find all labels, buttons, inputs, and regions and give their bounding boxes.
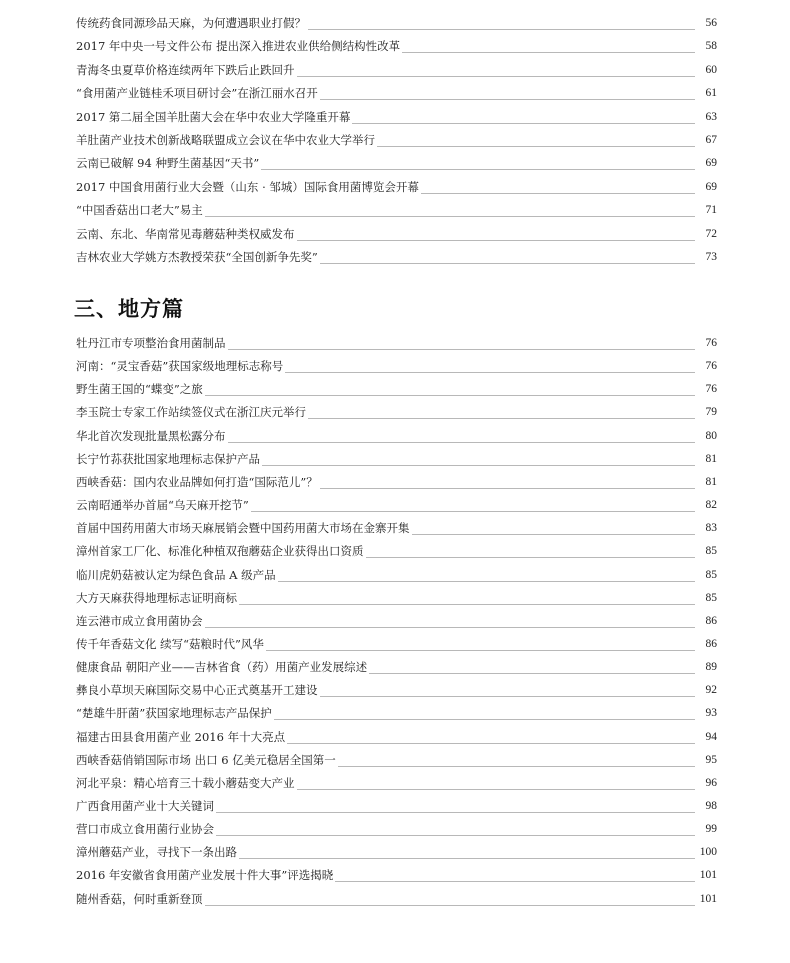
toc-entry-page-number: 72 [705,227,717,240]
toc-entry-page-number: 83 [705,522,717,535]
toc-entry [76,560,717,582]
toc-entry-title: 吉林农业大学姚方杰教授荣获“全国创新争先奖” [76,250,318,264]
dot-leader [205,905,696,906]
toc-entry [76,513,717,535]
toc-entry [76,814,717,836]
toc-entry-title: 漳州蘑菇产业，寻找下一条出路 [76,845,237,860]
toc-entry-title: 羊肚菌产业技术创新战略联盟成立会议在华中农业大学举行 [76,133,375,147]
toc-entry-title: 大方天麻获得地理标志证明商标 [76,590,237,605]
toc-entry-title: 连云港市成立食用菌协会 [76,613,203,628]
toc-entry-page-number: 69 [705,180,717,193]
dot-leader [320,99,695,100]
toc-entry [76,722,717,744]
toc-entry-page-number: 94 [705,730,717,743]
toc-entry [76,242,717,264]
toc-entry [76,837,717,859]
dot-leader [205,395,695,396]
dot-leader [216,812,695,813]
toc-entry-title: “中国香菇出口老大”易主 [76,203,203,218]
toc-entry-page-number: 60 [705,63,717,76]
toc-entry-title: 首届中国药用菌大市场天麻展销会暨中国药用菌大市场在金寨开集 [76,521,410,536]
toc-entry [76,125,717,147]
toc-entry-page-number: 58 [705,40,717,53]
toc-entry-page-number: 76 [705,383,717,396]
dot-leader [320,263,695,264]
toc-entry-page-number: 61 [705,87,717,100]
toc-entry-page-number: 81 [705,452,717,465]
dot-leader [239,604,695,605]
toc-entry [76,102,717,124]
toc-entry [76,374,717,396]
toc-entry-title: 2017 年中央一号文件公布 提出深入推进农业供给侧结构性改革 [76,39,401,54]
section-heading: 三、地方篇 [74,297,184,321]
toc-entry-page-number: 86 [705,614,717,627]
toc-entry-page-number: 93 [705,707,717,720]
toc-entry-page-number: 56 [705,17,717,29]
dot-leader [308,418,695,419]
dot-leader [421,193,695,194]
toc-entry-title: 福建古田县食用菌产业 2016 年十大亮点 [76,729,286,744]
toc-entry-page-number: 80 [705,429,717,442]
dot-leader [261,169,695,170]
dot-leader [320,696,696,697]
toc-entry-page-number: 76 [705,337,717,349]
toc-entry [76,791,717,813]
toc-entry-title: 彝良小草坝天麻国际交易中心正式奠基开工建设 [76,683,318,698]
toc-entry [76,768,717,790]
toc-entry-title: 漳州首家工厂化、标准化种植双孢蘑菇企业获得出口资质 [76,544,364,559]
toc-entry-page-number: 81 [705,475,717,488]
dot-leader [205,627,696,628]
toc-entry-page-number: 85 [705,591,717,604]
toc-entry [76,606,717,628]
toc-entry [76,148,717,170]
dot-leader [402,52,695,53]
toc-entry-page-number: 85 [705,545,717,558]
toc-entry-title: 牡丹江市专项整治食用菌制品 [76,336,226,350]
dot-leader [278,581,695,582]
toc-entry-page-number: 71 [705,204,717,217]
toc-entry-title: 传统药食同源珍品天麻，为何遭遇职业打假？ [76,16,306,30]
toc-entry-page-number: 92 [705,684,717,697]
dot-leader [297,240,696,241]
toc-entry-page-number: 95 [705,753,717,766]
toc-entry-page-number: 82 [705,499,717,512]
dot-leader [239,858,695,859]
toc-entry [76,195,717,217]
toc-entry [76,421,717,443]
dot-leader [297,76,696,77]
toc-entry-title: 西峡香菇：国内农业品牌如何打造“国际范儿”？ [76,474,318,489]
toc-entry [76,860,717,882]
toc-entry-title: 传千年香菇文化 续写“菇粮时代”风华 [76,636,264,651]
dot-leader [377,146,695,147]
dot-leader [216,835,695,836]
toc-entry-title: 华北首次发现批量黑松露分布 [76,428,226,443]
toc-entry-page-number: 76 [705,360,717,373]
toc-entry-page-number: 73 [705,251,717,263]
toc-entry [76,219,717,241]
toc-entry-page-number: 79 [705,406,717,419]
toc-entry [76,698,717,720]
toc-entry-title: 河北平泉：精心培育三十载小蘑菇变大产业 [76,775,295,790]
toc-entry [76,583,717,605]
toc-entry [76,172,717,194]
dot-leader [352,123,695,124]
toc-entry-title: 2016 年安徽省食用菌产业发展十件大事”评选揭晓 [76,868,334,883]
toc-entry-page-number: 100 [699,846,717,859]
dot-leader [251,511,695,512]
dot-leader [297,789,696,790]
toc-entry-title: 健康食品 朝阳产业——吉林省食（药）用菌产业发展综述 [76,660,368,675]
dot-leader [335,881,695,882]
toc-entry-title: 长宁竹荪获批国家地理标志保护产品 [76,451,260,466]
toc-entry [76,467,717,489]
toc-entry-page-number: 85 [705,568,717,581]
dot-leader [412,534,696,535]
toc-entry [76,8,717,30]
toc-entry-page-number: 63 [705,110,717,123]
toc-entry-title: 云南昭通举办首届“乌天麻开挖节” [76,498,249,513]
toc-entry-title: 河南：“灵宝香菇”获国家级地理标志称号 [76,359,284,374]
dot-leader [205,216,695,217]
toc-entry [76,31,717,53]
toc-entry [76,78,717,100]
toc-entry [76,55,717,77]
toc-entry [76,397,717,419]
dot-leader [366,557,696,558]
dot-leader [262,465,695,466]
dot-leader [228,349,696,350]
toc-entry-title: 广西食用菌产业十大关键词 [76,799,214,813]
toc-entry-title: 云南、东北、华南常见毒蘑菇种类权威发布 [76,226,295,241]
dot-leader [308,29,695,30]
toc-entry-title: 云南已破解 94 种野生菌基因“天书” [76,156,260,171]
toc-entry-page-number: 67 [705,134,717,146]
toc-entry [76,444,717,466]
toc-entry-title: 随州香菇，何时重新登顶 [76,891,203,906]
toc-entry [76,351,717,373]
toc-entry [76,629,717,651]
toc-entry-title: 野生菌王国的“蝶变”之旅 [76,382,203,397]
toc-entry [76,536,717,558]
toc-entry-page-number: 101 [699,892,717,905]
toc-entry-page-number: 89 [705,661,717,674]
toc-entry [76,490,717,512]
dot-leader [266,650,695,651]
toc-entry-title: 青海冬虫夏草价格连续两年下跌后止跌回升 [76,62,295,77]
toc-entry-page-number: 101 [699,869,717,882]
dot-leader [320,488,695,489]
toc-entry [76,884,717,906]
toc-entry-page-number: 98 [705,800,717,812]
toc-entry-title: 营口市成立食用菌行业协会 [76,822,214,837]
toc-entry-title: 西峡香菇俏销国际市场 出口 6 亿美元稳居全国第一 [76,752,336,767]
toc-entry-page-number: 99 [705,823,717,836]
toc-entry [76,328,717,350]
toc-entry-page-number: 86 [705,637,717,650]
dot-leader [369,673,695,674]
toc-entry-title: 2017 中国食用菌行业大会暨（山东 · 邹城）国际食用菌博览会开幕 [76,179,419,194]
toc-entry-title: 2017 第二届全国羊肚菌大会在华中农业大学隆重开幕 [76,109,351,124]
dot-leader [285,372,695,373]
dot-leader [274,719,695,720]
dot-leader [228,442,696,443]
toc-entry [76,675,717,697]
toc-entry-title: “食用菌产业链桂禾项目研讨会”在浙江丽水召开 [76,86,318,101]
toc-entry [76,652,717,674]
toc-entry-title: 临川虎奶菇被认定为绿色食品 A 级产品 [76,567,276,582]
dot-leader [287,743,695,744]
toc-entry-page-number: 96 [705,776,717,789]
toc-entry [76,745,717,767]
dot-leader [338,766,695,767]
toc-entry-page-number: 69 [705,157,717,170]
toc-entry-title: 李玉院士专家工作站续签仪式在浙江庆元举行 [76,405,306,420]
toc-entry-title: “楚雄牛肝菌”获国家地理标志产品保护 [76,706,272,721]
